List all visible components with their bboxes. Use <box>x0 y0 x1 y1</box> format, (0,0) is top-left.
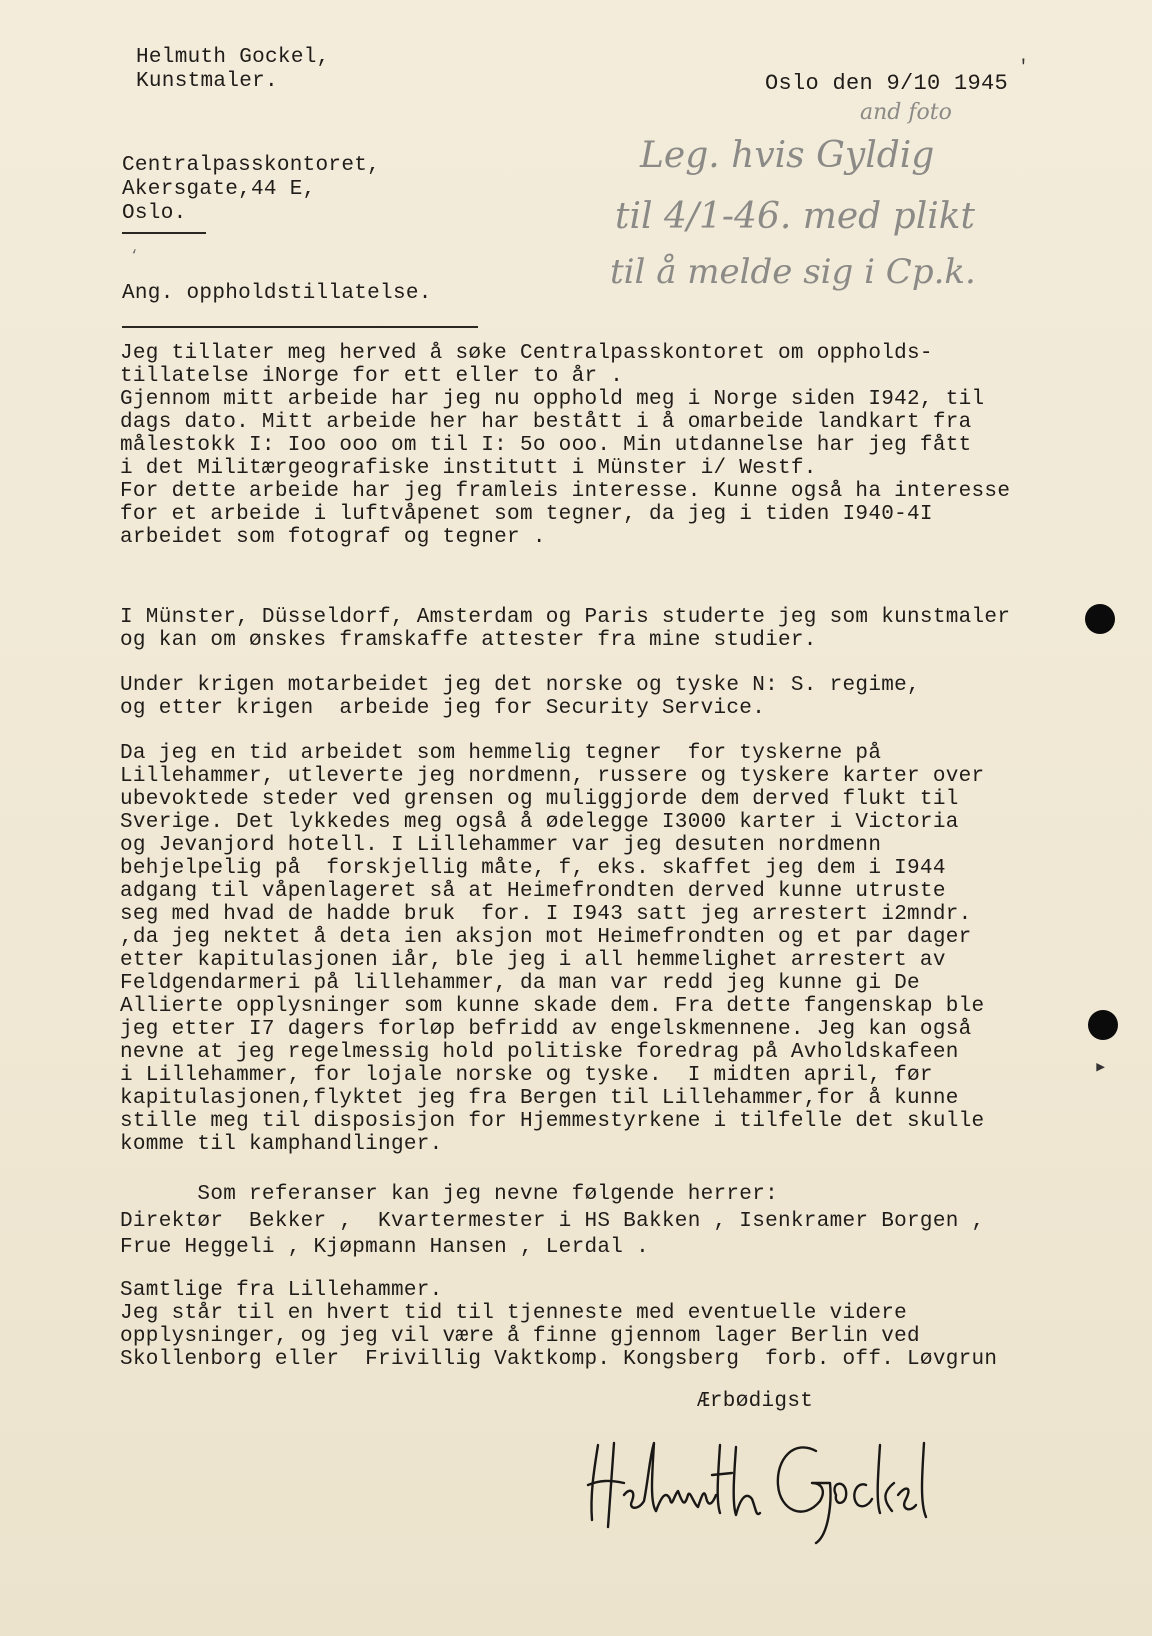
paragraph-1-line-7: For dette arbeide har jeg framleis interesse. Kunne også ha interesse <box>120 480 1011 503</box>
paragraph-4-line-14: nevne at jeg regelmessig hold politiske foredrag på Avholdskafeen <box>120 1041 959 1064</box>
paragraph-4-line-8: seg med hvad de hadde bruk for. I I943 satt jeg arrestert i2mndr. <box>120 903 972 926</box>
paragraph-5-line-2: Direktør Bekker , Kvartermester i HS Bakken , Isenkramer Borgen , <box>120 1210 985 1233</box>
signature <box>580 1425 940 1550</box>
paragraph-2-line-1: I Münster, Düsseldorf, Amsterdam og Paris studerte jeg som kunstmaler <box>120 606 1011 629</box>
corner-tick-mark: ′ <box>1018 58 1029 78</box>
signature-drawing <box>580 1425 940 1550</box>
handwritten-note-line-2: til 4/1-46. med plikt <box>615 196 976 237</box>
paragraph-4-line-3: ubevoktede steder ved grensen og muliggjorde dem derved flukt til <box>120 788 959 811</box>
paragraph-4-line-17: stille meg til disposisjon for Hjemmestyrkene i tilfelle det skulle <box>120 1110 985 1133</box>
recipient-line-1: Centralpasskontoret, <box>122 154 381 177</box>
paragraph-2-line-2: og kan om ønskes framskaffe attester fra mine studier. <box>120 629 817 652</box>
subject-underline <box>122 326 478 328</box>
date-line: Oslo den 9/10 1945 <box>765 71 1009 96</box>
paragraph-4-line-16: kapitulasjonen,flyktet jeg fra Bergen til Lillehammer,for å kunne <box>120 1087 959 1110</box>
paragraph-5-line-1: Som referanser kan jeg nevne følgende herrer: <box>120 1183 779 1206</box>
punch-hole-upper <box>1085 604 1115 634</box>
recipient-underline <box>122 232 206 234</box>
paragraph-3-line-1: Under krigen motarbeidet jeg det norske og tyske N: S. regime, <box>120 674 920 697</box>
paragraph-4-line-13: jeg etter I7 dagers forløp befridd av engelskmennene. Jeg kan også <box>120 1018 972 1041</box>
margin-mark: ▸ <box>1094 1055 1108 1080</box>
paragraph-1-line-2: tillatelse iNorge for ett eller to år . <box>120 365 624 388</box>
paragraph-4-line-1: Da jeg en tid arbeidet som hemmelig tegner for tyskerne på <box>120 742 882 765</box>
paragraph-5-line-3: Frue Heggeli , Kjøpmann Hansen , Lerdal . <box>120 1236 649 1259</box>
handwritten-insert: and foto <box>860 100 952 125</box>
paragraph-4-line-7: adgang til våpenlageret så at Heimefrondten derved kunne utruste <box>120 880 946 903</box>
paragraph-1-line-9: arbeidet som fotograf og tegner . <box>120 526 546 549</box>
handwritten-note-line-3: til å melde sig i Cp.k. <box>610 252 976 292</box>
paragraph-6-line-3: opplysninger, og jeg vil være å finne gjennom lager Berlin ved <box>120 1325 920 1348</box>
small-margin-tick: ‘ <box>130 248 139 264</box>
paragraph-1-line-5: målestokk I: Ioo ooo om til I: 5o ooo. Min utdannelse har jeg fått <box>120 434 972 457</box>
paragraph-4-line-10: etter kapitulasjonen iår, ble jeg i all hemmelighet arrestert av <box>120 949 946 972</box>
punch-hole-lower <box>1088 1010 1118 1040</box>
paragraph-4-line-12: Allierte opplysninger som kunne skade dem. Fra dette fangenskap ble <box>120 995 985 1018</box>
paragraph-4-line-4: Sverige. Det lykkedes meg også å ødelegge I3000 karter i Victoria <box>120 811 959 834</box>
paragraph-3-line-2: og etter krigen arbeide jeg for Security Service. <box>120 697 766 720</box>
paragraph-4-line-18: komme til kamphandlinger. <box>120 1133 443 1156</box>
paragraph-4-line-6: behjelpelig på forskjellig måte, f, eks. skaffet jeg dem i I944 <box>120 857 946 880</box>
paragraph-1-line-6: i det Militærgeografiske institutt i Münster i/ Westf. <box>120 457 817 480</box>
closing-line: Ærbødigst <box>697 1390 814 1413</box>
paragraph-1-line-4: dags dato. Mitt arbeide her har bestått i å omarbeide landkart fra <box>120 411 972 434</box>
paragraph-6-line-4: Skollenborg eller Frivillig Vaktkomp. Kongsberg forb. off. Løvgrun <box>120 1348 998 1371</box>
paragraph-4-line-15: i Lillehammer, for lojale norske og tyske. I midten april, før <box>120 1064 933 1087</box>
handwritten-note-line-1: Leg. hvis Gyldig <box>640 135 935 176</box>
sender-title: Kunstmaler. <box>136 70 278 93</box>
recipient-line-3: Oslo. <box>122 202 187 225</box>
paragraph-1-line-3: Gjennom mitt arbeide har jeg nu opphold meg i Norge siden I942, til <box>120 388 985 411</box>
sender-name: Helmuth Gockel, <box>136 46 330 69</box>
paragraph-1-line-1: Jeg tillater meg herved å søke Centralpasskontoret om oppholds- <box>120 342 933 365</box>
paragraph-1-line-8: for et arbeide i luftvåpenet som tegner, da jeg i tiden I940-4I <box>120 503 933 526</box>
paragraph-4-line-5: og Jevanjord hotell. I Lillehammer var jeg desuten nordmenn <box>120 834 882 857</box>
paragraph-4-line-9: ,da jeg nektet å deta ien aksjon mot Heimefrondten og et par dager <box>120 926 972 949</box>
paragraph-6-line-2: Jeg står til en hvert tid til tjenneste med eventuelle videre <box>120 1302 908 1325</box>
paragraph-4-line-2: Lillehammer, utleverte jeg nordmenn, russere og tyskere karter over <box>120 765 985 788</box>
subject-line: Ang. oppholdstillatelse. <box>122 282 432 305</box>
paragraph-6-line-1: Samtlige fra Lillehammer. <box>120 1279 443 1302</box>
paragraph-4-line-11: Feldgendarmeri på lillehammer, da man var redd jeg kunne gi De <box>120 972 920 995</box>
recipient-line-2: Akersgate,44 E, <box>122 178 316 201</box>
